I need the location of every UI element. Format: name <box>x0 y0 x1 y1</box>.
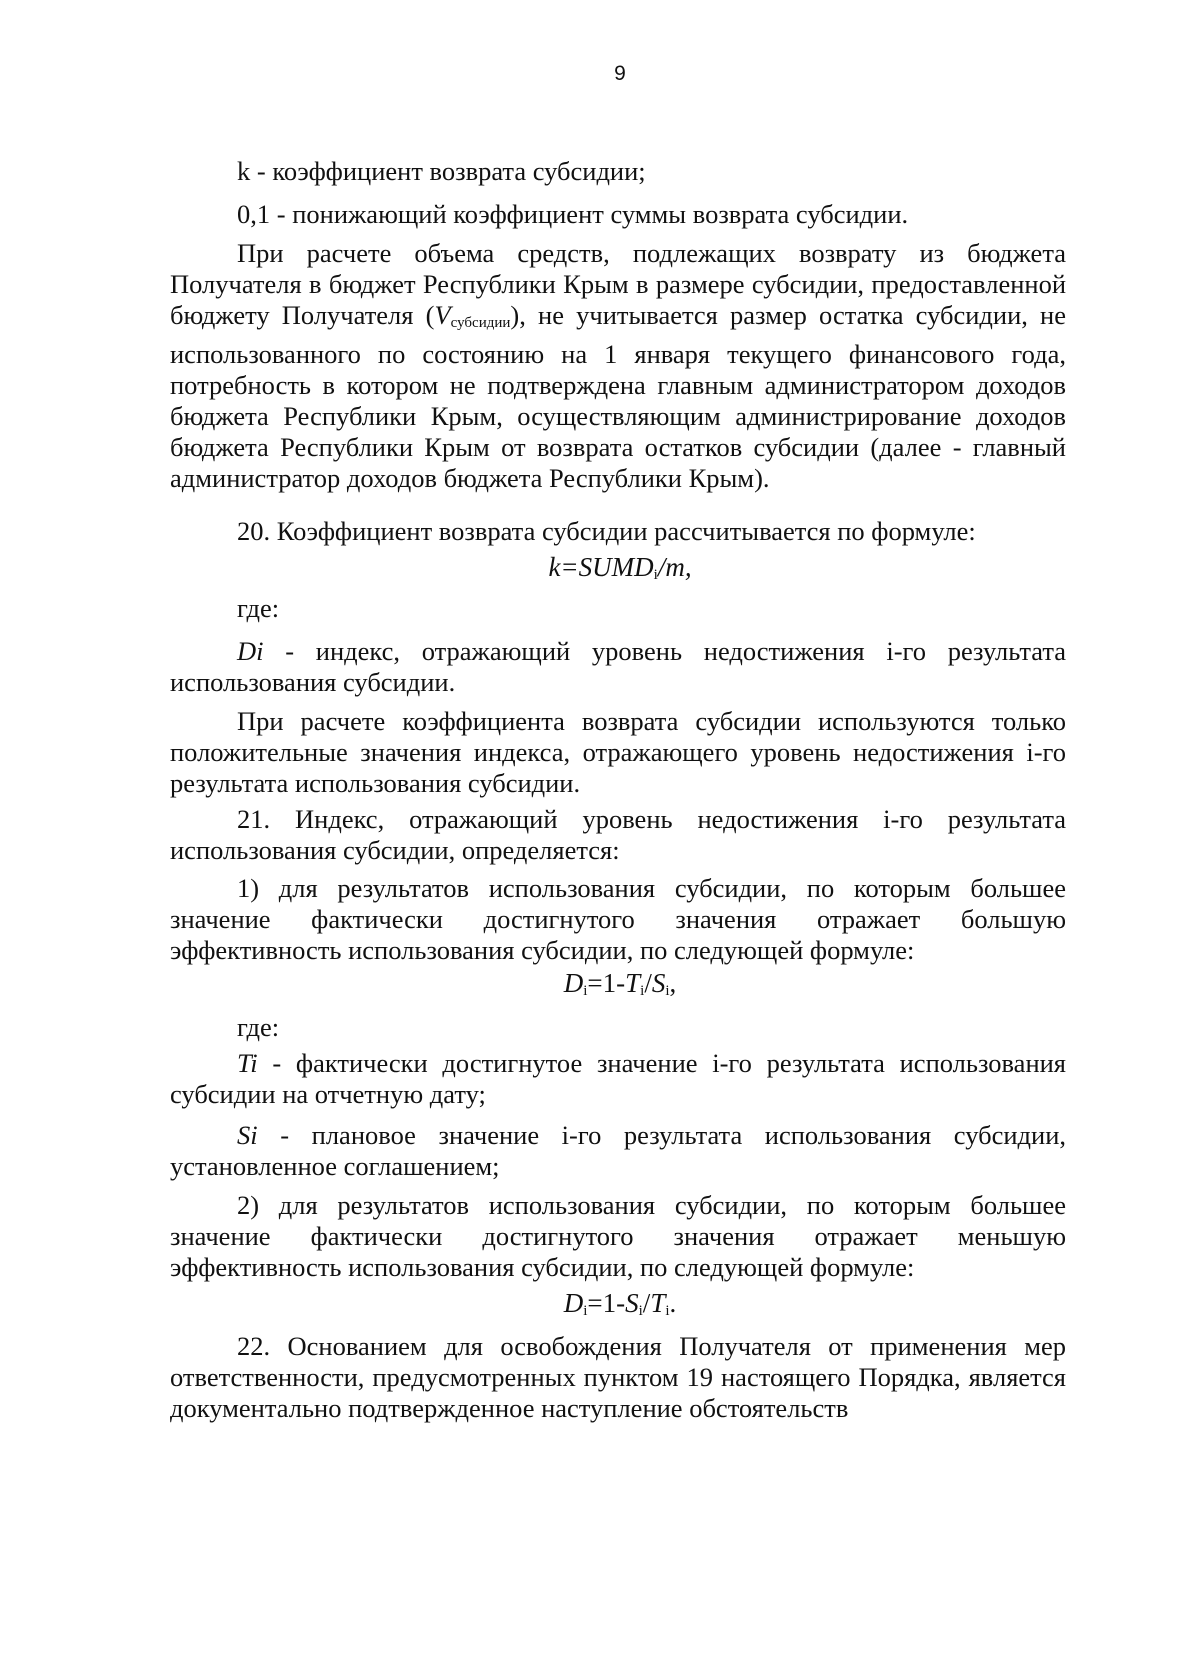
formula-term: T <box>625 968 641 998</box>
formula-subscript: i <box>665 983 670 999</box>
paragraph-k-definition: k - коэффициент возврата субсидии; <box>237 156 646 186</box>
paragraph-item-21: 21. Индекс, отражающий уровень недостижения i-го результата использования субсидии, определяется: <box>170 804 1066 865</box>
formula-operator: / <box>642 1288 651 1318</box>
formula-k-main: k=SUMD <box>548 552 654 582</box>
formula-subscript: i <box>665 1303 670 1319</box>
paragraph-calculation-volume <box>170 238 1066 494</box>
formula-operator: =1- <box>587 1288 626 1318</box>
variable-v: V <box>434 300 451 330</box>
formula-k <box>0 552 1200 584</box>
paragraph-text: - фактически достигнутое значение i-го результата использования субсидии на отчетную дату; <box>170 1048 1066 1109</box>
formula-subscript: i <box>583 983 588 999</box>
formula-term: S <box>625 1288 639 1318</box>
formula-term: T <box>650 1288 666 1318</box>
formula-subscript: i <box>640 983 645 999</box>
paragraph-case-2: 2) для результатов использования субсидии, по которым большее значение фактически достигнутого значения отражает меньшую эффективность использования субсидии, по следующей формуле: <box>170 1190 1066 1282</box>
variable-di: Di <box>237 636 264 666</box>
formula-operator: / <box>644 968 652 998</box>
where-label: где: <box>237 593 280 623</box>
formula-k-subscript: i <box>653 567 658 583</box>
variable-ti: Ti <box>237 1048 258 1078</box>
formula-term: D <box>563 968 584 998</box>
paragraph-text: ), не учитывается размер остатка субсидии, не использованного по состоянию на 1 января текущего финансового года, потребность в котором не подтверждена главным администратором доходов бюджета Республики Крым, осуществляющим администрирование доходов бюджета Республики Крым от возврата остатков субсидии (далее - главный администратор доходов бюджета Республики Крым). <box>170 300 1066 493</box>
formula-term: D <box>563 1288 584 1318</box>
variable-v-subscript: субсидии <box>450 315 511 331</box>
formula-k-tail: /m, <box>657 552 692 582</box>
paragraph-ti-definition <box>170 1048 1066 1110</box>
variable-si: Si <box>237 1120 258 1150</box>
formula-subscript: i <box>583 1303 588 1319</box>
paragraph-di-definition <box>170 636 1066 698</box>
paragraph-text: - плановое значение i-го результата использования субсидии, установленное соглашением; <box>170 1120 1066 1181</box>
formula-punctuation: . <box>669 1288 677 1318</box>
formula-punctuation: , <box>669 968 677 998</box>
where-label: где: <box>237 1012 280 1042</box>
paragraph-si-definition <box>170 1120 1066 1182</box>
page-number: 9 <box>614 62 626 85</box>
paragraph-text: - индекс, отражающий уровень недостижения i-го результата использования субсидии. <box>170 636 1066 697</box>
formula-di-case-1 <box>0 968 1200 1000</box>
paragraph-case-1: 1) для результатов использования субсидии, по которым большее значение фактически достигнутого значения отражает большую эффективность использования субсидии, по следующей формуле: <box>170 873 1066 965</box>
formula-subscript: i <box>638 1303 643 1319</box>
formula-di-case-2 <box>0 1288 1200 1320</box>
formula-operator: =1- <box>587 968 626 998</box>
formula-term: S <box>651 968 666 998</box>
paragraph-positive-values: При расчете коэффициента возврата субсидии используются только положительные значения индекса, отражающего уровень недостижения i-го результата использования субсидии. <box>170 706 1066 798</box>
paragraph-reduction-coefficient: 0,1 - понижающий коэффициент суммы возврата субсидии. <box>237 199 909 229</box>
paragraph-item-20: 20. Коэффициент возврата субсидии рассчитывается по формуле: <box>237 516 976 546</box>
paragraph-item-22: 22. Основанием для освобождения Получателя от применения мер ответственности, предусмотренных пунктом 19 настоящего Порядка, является документально подтвержденное наступление обстоятельств <box>170 1331 1066 1423</box>
paragraph-text: При расчете объема средств, подлежащих возврату из бюджета Получателя в бюджет Республики Крым в размере субсидии, предоставленной бюджету Получателя ( <box>170 238 1066 330</box>
